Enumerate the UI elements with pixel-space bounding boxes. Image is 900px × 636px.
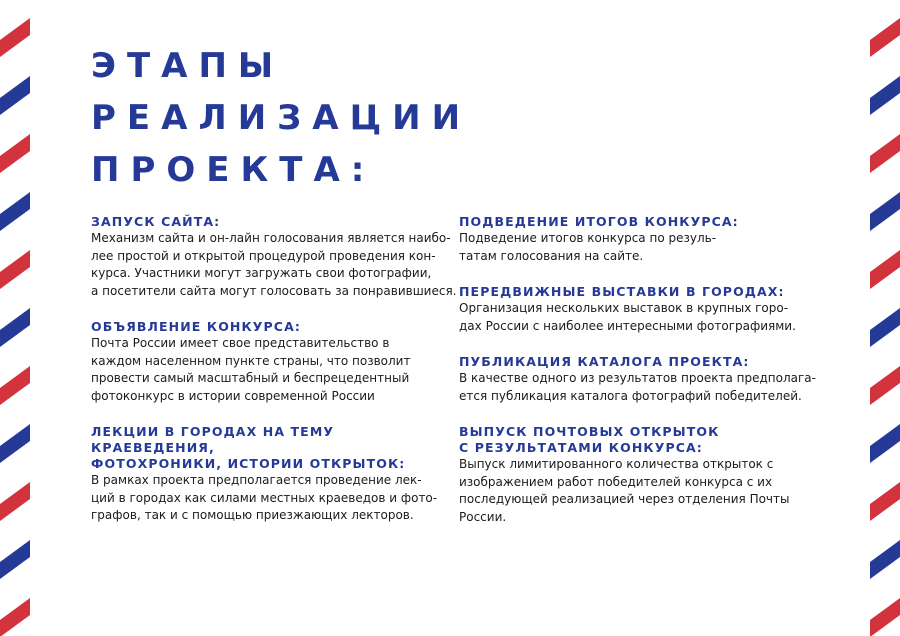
airmail-stripe bbox=[0, 192, 30, 231]
stage-description-line: лее простой и открытой процедурой проведения кон- bbox=[91, 248, 436, 263]
stage-section bbox=[459, 424, 811, 526]
stage-heading bbox=[459, 424, 811, 456]
stage-heading-line: ОБЪЯВЛЕНИЕ КОНКУРСА: bbox=[91, 319, 301, 334]
stage-section bbox=[459, 214, 811, 265]
airmail-stripe bbox=[870, 18, 900, 57]
airmail-stripe bbox=[870, 134, 900, 173]
airmail-stripe bbox=[870, 76, 900, 115]
stage-description-line: ций в городах как силами местных краеведов и фото- bbox=[91, 490, 438, 505]
stage-heading-line: ПОДВЕДЕНИЕ ИТОГОВ КОНКУРСА: bbox=[459, 214, 739, 229]
airmail-stripe bbox=[870, 308, 900, 347]
stage-description bbox=[91, 230, 457, 300]
stage-heading bbox=[459, 284, 811, 300]
airmail-stripe bbox=[0, 424, 30, 463]
stage-heading-line: ПЕРЕДВИЖНЫЕ ВЫСТАВКИ В ГОРОДАХ: bbox=[459, 284, 785, 299]
stage-heading-line: ПУБЛИКАЦИЯ КАТАЛОГА ПРОЕКТА: bbox=[459, 354, 750, 369]
stage-description-line: последующей реализацией через отделения Почты bbox=[459, 492, 790, 506]
stage-description-line: графов, так и с помощью приезжающих лекторов. bbox=[91, 508, 414, 522]
stage-description-line: татам голосования на сайте. bbox=[459, 248, 644, 263]
airmail-stripe bbox=[0, 18, 30, 57]
airmail-stripe bbox=[870, 598, 900, 636]
stage-heading-line: ЗАПУСК САЙТА: bbox=[91, 214, 221, 229]
stage-heading bbox=[459, 354, 811, 370]
airmail-stripe bbox=[0, 134, 30, 173]
stage-description-line: Почта России имеет свое представительство в bbox=[91, 336, 390, 350]
stage-heading bbox=[91, 319, 443, 335]
stage-heading bbox=[459, 214, 811, 230]
airmail-stripe bbox=[0, 76, 30, 115]
page-title-line: ПРОЕКТА: bbox=[91, 150, 376, 190]
stage-description-line: изображением работ победителей конкурса с их bbox=[459, 474, 773, 489]
stage-heading-line: ВЫПУСК ПОЧТОВЫХ ОТКРЫТОК bbox=[459, 424, 720, 439]
stage-heading-line: ФОТОХРОНИКИ, ИСТОРИИ ОТКРЫТОК: bbox=[91, 456, 406, 471]
stage-description-line: фотоконкурс в истории современной России bbox=[91, 388, 375, 403]
airmail-stripe bbox=[0, 250, 30, 289]
stage-heading-line: ЛЕКЦИИ В ГОРОДАХ НА ТЕМУ КРАЕВЕДЕНИЯ, bbox=[91, 424, 335, 455]
stage-description-line: провести самый масштабный и беспрецедентный bbox=[91, 371, 410, 385]
stage-description-line: ется публикация каталога фотографий победителей. bbox=[459, 388, 802, 403]
stage-description-line: В рамках проекта предполагается проведение лек- bbox=[91, 473, 422, 487]
airmail-stripe bbox=[870, 482, 900, 521]
stage-description-line: В качестве одного из результатов проекта предполага- bbox=[459, 371, 816, 385]
stage-description-line: а посетители сайта могут голосовать за понравившиеся. bbox=[91, 283, 457, 298]
stage-heading bbox=[91, 424, 443, 472]
airmail-stripe bbox=[870, 424, 900, 463]
stage-description-line: курса. Участники могут загружать свои фотографии, bbox=[91, 266, 432, 280]
airmail-stripe bbox=[0, 366, 30, 405]
page-title-line: ЭТАПЫ bbox=[91, 46, 285, 86]
left-column bbox=[91, 214, 457, 544]
stage-description bbox=[459, 456, 811, 526]
stage-description-line: Выпуск лимитированного количества открыток с bbox=[459, 457, 774, 471]
stage-description-line: дах России с наиболее интересными фотографиями. bbox=[459, 318, 796, 333]
airmail-stripe bbox=[0, 598, 30, 636]
stage-description-line: каждом населенном пункте страны, что позволит bbox=[91, 353, 411, 368]
stage-heading-line: С РЕЗУЛЬТАТАМИ КОНКУРСА: bbox=[459, 440, 703, 455]
airmail-stripe bbox=[870, 192, 900, 231]
stage-section bbox=[459, 284, 811, 335]
stage-section bbox=[459, 354, 816, 405]
stage-description-line: России. bbox=[459, 509, 507, 524]
stage-heading bbox=[91, 214, 443, 230]
airmail-stripe bbox=[870, 540, 900, 579]
airmail-stripe bbox=[0, 308, 30, 347]
stage-section bbox=[91, 319, 443, 405]
stage-description bbox=[91, 472, 443, 525]
stage-description bbox=[459, 300, 811, 335]
airmail-stripe bbox=[870, 250, 900, 289]
stage-description-line: Механизм сайта и он-лайн голосования является наибо- bbox=[91, 231, 451, 245]
airmail-stripe bbox=[870, 366, 900, 405]
stage-description-line: Подведение итогов конкурса по резуль- bbox=[459, 231, 717, 245]
airmail-stripe bbox=[0, 482, 30, 521]
stage-section bbox=[91, 214, 457, 300]
airmail-stripe bbox=[0, 540, 30, 579]
stage-description bbox=[459, 370, 816, 405]
stage-description-line: Организация нескольких выставок в крупных горо- bbox=[459, 301, 789, 315]
stage-section bbox=[91, 424, 443, 525]
stage-description bbox=[459, 230, 811, 265]
airmail-stripe-border-left bbox=[0, 0, 30, 636]
airmail-stripe-border-right bbox=[870, 0, 900, 636]
right-column bbox=[459, 214, 816, 545]
stage-description bbox=[91, 335, 443, 405]
page-title-line: РЕАЛИЗАЦИИ bbox=[91, 98, 472, 138]
page-title bbox=[91, 40, 471, 196]
